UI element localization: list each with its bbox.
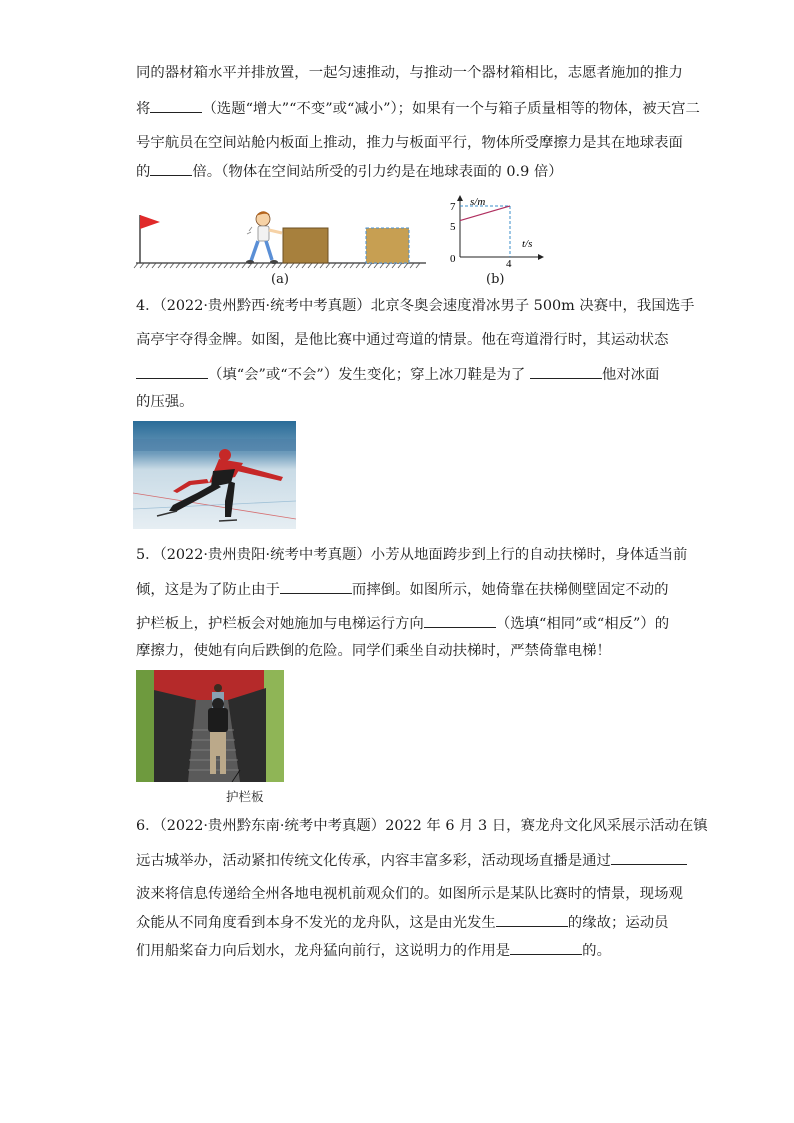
q3-line-2 <box>136 98 700 119</box>
origin-label: 0 <box>450 253 456 265</box>
answer-blank[interactable] <box>510 940 582 955</box>
y-tick-label: 7 <box>450 201 456 213</box>
q3-text: （选题“增大”“不变”或“减小”）；如果有一个与箱子质量相等的物体，被天宫二 <box>202 101 700 117</box>
y-axis-arrow <box>457 195 463 201</box>
q6-text: 众能从不同角度看到本身不发光的龙舟队，这是由光发生 <box>136 915 496 931</box>
q6-line-1: 6．（2022·贵州黔东南·统考中考真题）2022 年 6 月 3 日，赛龙舟文化风采展示活动在镇 <box>136 818 708 834</box>
q6-text: 远古城举办，活动紧扣传统文化传承，内容丰富多彩，活动现场直播是通过 <box>136 853 611 869</box>
ground-hatching <box>134 263 420 268</box>
q6-text: 的。 <box>582 943 611 959</box>
q3-line-3: 号宇航员在空间站舱内板面上推动，推力与板面平行，物体所受摩擦力是其在地球表面 <box>136 135 683 151</box>
q4-text: 他对冰面 <box>601 367 660 383</box>
q3-line-4 <box>136 161 563 182</box>
q4-line-2: 高亭宇夺得金牌。如图，是他比赛中通过弯道的情景。他在弯道滑行时，其运动状态 <box>136 332 669 348</box>
q3-line-1: 同的器材箱水平并排放置，一起匀速推动，与推动一个器材箱相比，志愿者施加的推力 <box>136 65 683 81</box>
answer-blank[interactable] <box>496 912 568 927</box>
q6-text: 的缘故；运动员 <box>567 915 669 931</box>
q6-line-2 <box>136 850 687 871</box>
speed-skater-photo <box>133 421 296 529</box>
x-axis-arrow <box>538 254 544 260</box>
y-tick-label: 5 <box>450 221 456 233</box>
x-tick-label: 4 <box>506 258 512 270</box>
figure-a-label: (a) <box>271 272 289 287</box>
q5-text: （选填“相同”或“相反”）的 <box>495 616 670 632</box>
answer-blank[interactable] <box>424 613 496 628</box>
x-axis-label: t/s <box>522 238 533 250</box>
q5-line-1: 5．（2022·贵州贵阳·统考中考真题）小芳从地面跨步到上行的自动扶梯时，身体适当前 <box>136 547 688 563</box>
q3-text: 将 <box>136 101 151 117</box>
flag-icon <box>140 215 160 263</box>
escalator-photo <box>136 670 284 782</box>
figure-b-label: (b) <box>486 272 505 287</box>
q6-line-4 <box>136 912 669 933</box>
answer-blank[interactable] <box>150 161 192 176</box>
q4-line-4: 的压强。 <box>136 394 194 410</box>
y-axis-label: s/m <box>470 196 486 208</box>
q4-line-3 <box>136 364 659 385</box>
q5-line-4: 摩擦力，使她有向后跌倒的危险。同学们乘坐自动扶梯时，严禁倚靠电梯！ <box>136 643 611 659</box>
q3-text: 倍。（物体在空间站所受的引力约是在地球表面的 0.9 倍） <box>192 164 563 180</box>
figure-b-graph <box>440 195 550 270</box>
equipment-box-moved <box>366 228 409 263</box>
q5-line-3 <box>136 613 669 634</box>
q4-line-1: 4．（2022·贵州黔西·统考中考真题）北京冬奥会速度滑冰男子 500m 决赛中，我国选手 <box>136 298 695 314</box>
answer-blank[interactable] <box>150 98 202 113</box>
q5-text: 倾，这是为了防止由于 <box>136 582 280 598</box>
q6-line-3: 波来将信息传递给全州各地电视机前观众们的。如图所示是某队比赛时的情景，现场观 <box>136 886 683 902</box>
q3-text: 的 <box>136 164 151 180</box>
q4-text: （填“会”或“不会”）发生变化；穿上冰刀鞋是为了 <box>208 367 526 383</box>
boy-pushing-icon <box>246 211 282 264</box>
figure-a <box>130 205 430 275</box>
q5-text: 护栏板上，护栏板会对她施加与电梯运行方向 <box>136 616 424 632</box>
q6-line-5 <box>136 940 611 961</box>
answer-blank[interactable] <box>611 850 687 865</box>
answer-blank[interactable] <box>530 364 602 379</box>
answer-blank[interactable] <box>136 364 208 379</box>
q6-text: 们用船桨奋力向后划水，龙舟猛向前行，这说明力的作用是 <box>136 943 511 959</box>
guardrail-label: 护栏板 <box>226 789 264 804</box>
q5-text: 而摔倒。如图所示，她倚靠在扶梯侧壁固定不动的 <box>351 582 669 598</box>
equipment-box <box>283 228 328 263</box>
series-line <box>460 206 510 221</box>
q5-line-2 <box>136 579 669 600</box>
answer-blank[interactable] <box>280 579 352 594</box>
